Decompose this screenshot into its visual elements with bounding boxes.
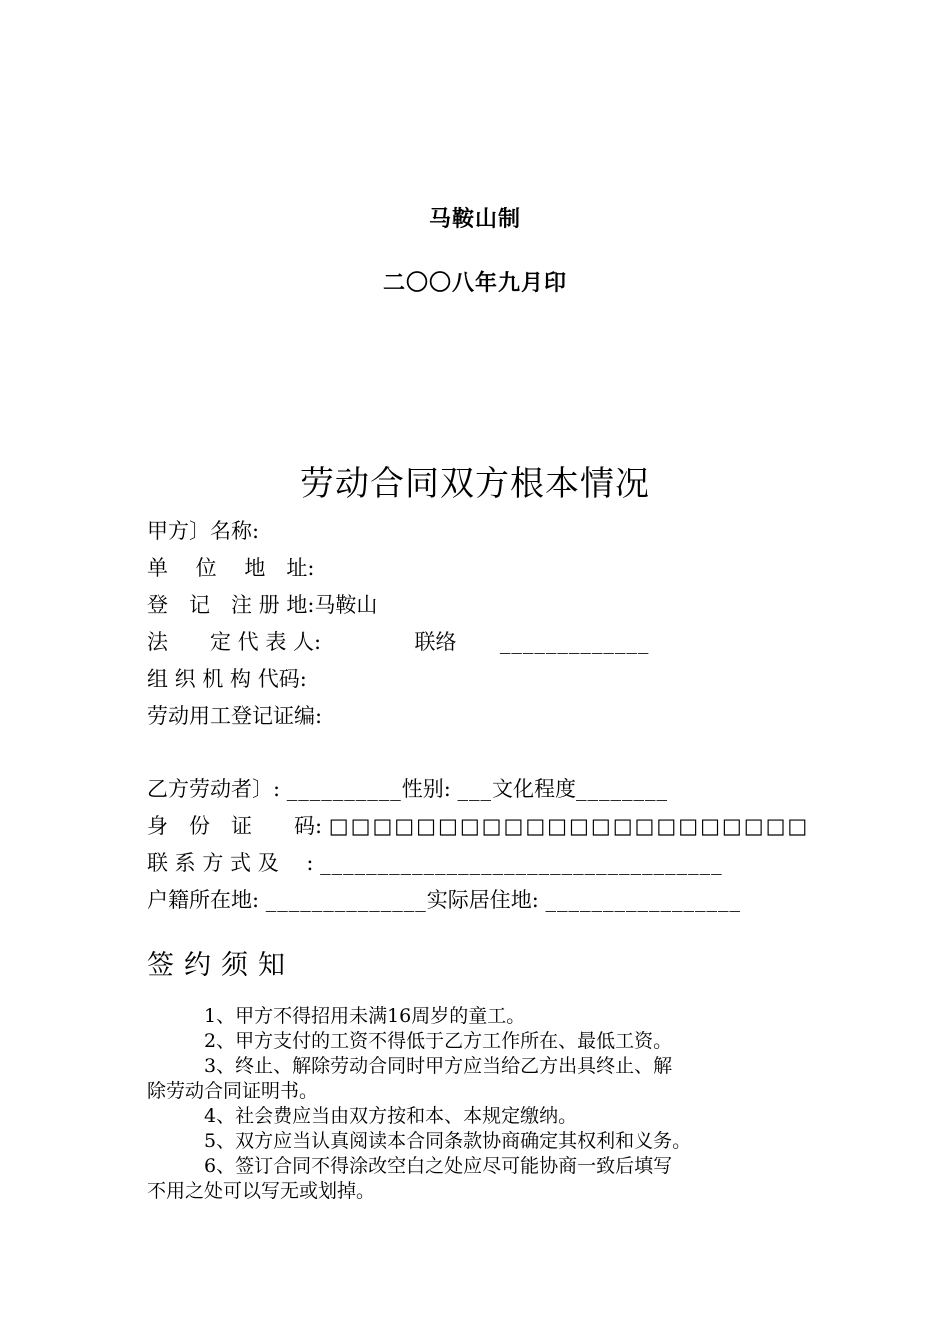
notice-item: 2、甲方支付的工资不得低于乙方工作所在、最低工资。 <box>204 1030 673 1052</box>
party-b-household-blank: ______________ <box>265 888 427 912</box>
notice-item: 1、甲方不得招用未满16周岁的童工。 <box>204 1005 526 1027</box>
party-b-id-boxes: □□□□□□□□□□□□□□□□□□□□□□ <box>328 814 810 838</box>
party-b-id-row <box>147 812 809 840</box>
party-a-legal-rep-row <box>147 628 649 656</box>
party-a-address-row <box>147 554 314 582</box>
party-a-registered-row <box>147 591 377 619</box>
party-b-residence-blank: _________________ <box>545 888 742 912</box>
party-a-contact-blank: _____________ <box>499 630 650 654</box>
party-a-registered-label: 登 记 注 册 地: <box>147 593 315 617</box>
cover-maker: 马鞍山制 <box>428 206 521 232</box>
notice-item: 4、社会费应当由双方按和本、本规定缴纳。 <box>204 1105 578 1127</box>
party-b-gender-label: 性别: <box>401 777 451 801</box>
party-b-residence-label: 实际居住地: <box>426 888 539 912</box>
party-b-contact-blank: ___________________________________ <box>320 851 723 875</box>
party-a-legal-rep-label: 法 定 代 表 人: <box>147 630 322 654</box>
notice-item: 5、双方应当认真阅读本合同条款协商确定其权利和义务。 <box>204 1130 692 1152</box>
party-a-registered-value: 马鞍山 <box>314 593 378 617</box>
party-b-education-blank: ________ <box>576 777 669 801</box>
notice-item-continuation: 除劳动合同证明书。 <box>147 1080 319 1102</box>
party-b-worker-blank: __________ <box>286 777 402 801</box>
party-b-gender-blank: ___ <box>457 777 493 801</box>
party-a-org-code-row <box>147 665 307 693</box>
party-b-household-row <box>147 886 741 914</box>
party-a-labor-cert-label: 劳动用工登记证编: <box>147 704 323 728</box>
cover-print-date: 二〇〇八年九月印 <box>382 270 567 296</box>
notice-item: 3、终止、解除劳动合同时甲方应当给乙方出具终止、解 <box>204 1055 673 1077</box>
party-b-household-label: 户籍所在地: <box>147 888 260 912</box>
party-a-name-row <box>147 517 259 545</box>
party-b-contact-label: 联 系 方 式 及 : <box>147 851 314 875</box>
party-a-contact-label: 联络 <box>414 630 457 654</box>
party-a-address-label: 单 位 地 址: <box>147 556 315 580</box>
party-a-name-label: 甲方〕名称: <box>147 519 260 543</box>
party-a-labor-cert-row <box>147 702 322 730</box>
page-title: 劳动合同双方根本情况 <box>300 464 650 504</box>
party-b-worker-row <box>147 775 668 803</box>
party-b-worker-label: 乙方劳动者〕: <box>147 777 281 801</box>
party-b-contact-row <box>147 849 723 877</box>
notice-heading: 签约须知 <box>147 950 295 981</box>
party-b-id-label: 身 份 证 码: <box>147 814 323 838</box>
party-a-org-code-label: 组 织 机 构 代码: <box>147 667 307 691</box>
party-b-education-label: 文化程度 <box>492 777 577 801</box>
notice-item: 6、签订合同不得涂改空白之处应尽可能协商一致后填写 <box>204 1155 673 1177</box>
notice-item-continuation: 不用之处可以写无或划掉。 <box>147 1180 376 1202</box>
